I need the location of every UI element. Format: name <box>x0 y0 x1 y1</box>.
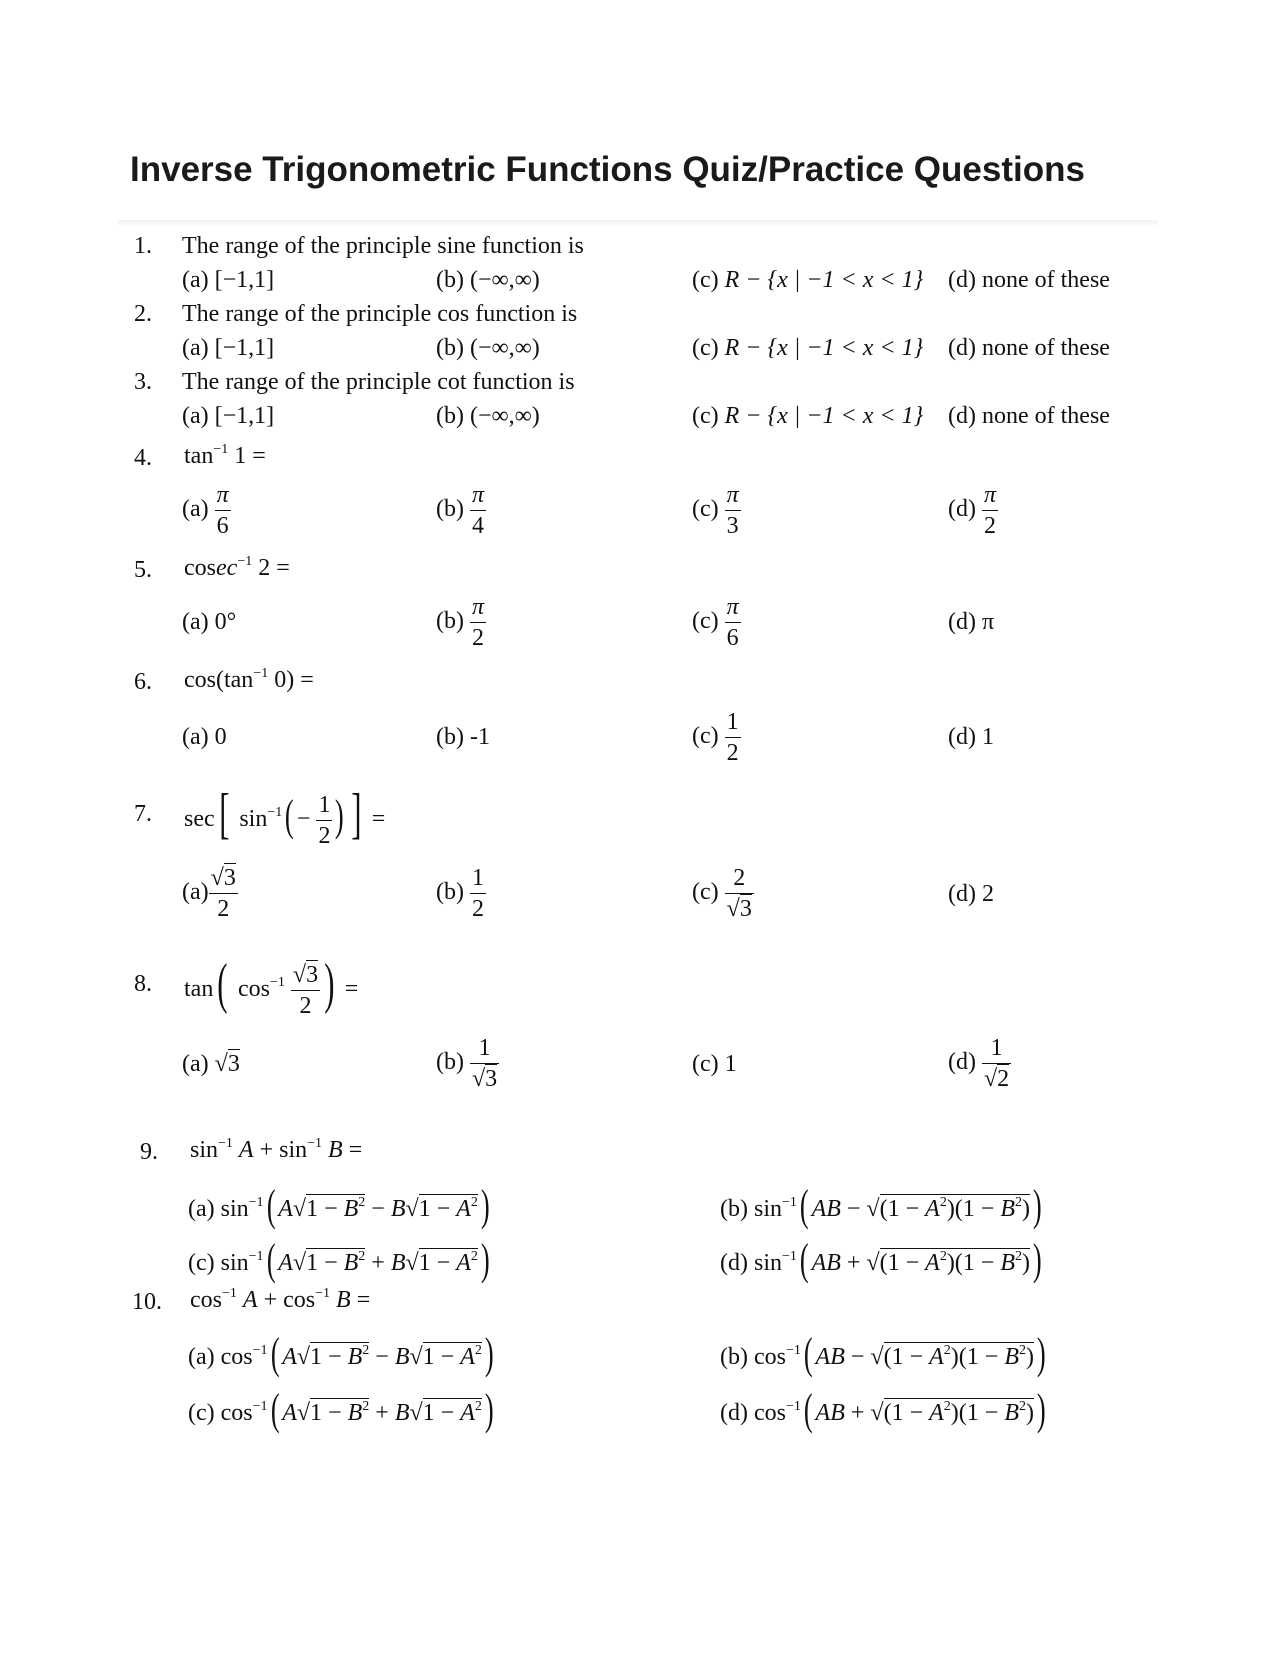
q9-option-b: (b) $\sin^{-1}$( AB − $√(1 - A^2)(1 - B^2)$) <box>720 1181 1042 1230</box>
q3-option-d: (d) none of these <box>948 403 1110 429</box>
q7-number: 7. <box>134 801 152 827</box>
q6-option-b: (b) -1 <box>436 724 490 750</box>
q5-expression: cosec$^{-1}$ 2 = <box>184 554 290 581</box>
q7-option-c: (c) $\frac{2}{√3}$ <box>692 865 752 922</box>
q7-expression: sec[ $\sin^{-1}$( − $\frac{1}{2}$ ) ] = <box>184 783 386 849</box>
title-divider <box>118 220 1158 228</box>
q9-option-a: (a) $\sin^{-1}$( $A√1 - B^2 - B√1 - A^2$) <box>188 1181 490 1230</box>
q1-option-d: (d) none of these <box>948 267 1110 293</box>
q6-number: 6. <box>134 669 152 695</box>
q10-option-c: (c) $\cos^{-1}$( $A√1 - B^2 + B√1 - A^2$) <box>188 1385 494 1434</box>
q1-text: The range of the principle sine function is <box>182 233 584 259</box>
q3-option-c: (c) R − {x | −1 < x < 1} <box>692 403 924 429</box>
q8-option-d: (d) $\frac{1}{√2}$ <box>948 1035 1010 1092</box>
q3-option-a: (a) [−1,1] <box>182 403 275 429</box>
q3-text: The range of the principle cot function is <box>182 369 575 395</box>
q7-option-b: (b) $\frac{1}{2}$ <box>436 865 484 922</box>
q2-option-b: (b) (−∞,∞) <box>436 335 540 361</box>
q2-text: The range of the principle cos function is <box>182 301 578 327</box>
q10-number: 10. <box>132 1289 162 1315</box>
q6-option-d: (d) 1 <box>948 724 994 750</box>
q5-number: 5. <box>134 557 152 583</box>
q9-option-d: (d) $\sin^{-1}$( AB + $√(1 - A^2)(1 - B^2)$) <box>720 1235 1042 1284</box>
q1-option-b: (b) (−∞,∞) <box>436 267 540 293</box>
q4-number: 4. <box>134 445 152 471</box>
q3-number: 3. <box>134 369 152 395</box>
q10-expression: $\cos^{-1} A + \cos^{-1} B$ = <box>190 1286 371 1313</box>
q4-expression: $\tan^{-1} 1$ = <box>184 442 266 469</box>
q8-option-c: (c) 1 <box>692 1051 737 1077</box>
q6-option-c: (c) $\frac{1}{2}$ <box>692 709 739 766</box>
q7-option-d: (d) 2 <box>948 881 994 907</box>
q1-number: 1. <box>134 233 152 259</box>
q6-expression: $\cos(\tan^{-1}$ 0) = <box>184 666 314 693</box>
q9-option-c: (c) $\sin^{-1}$( $A√1 - B^2 + B√1 - A^2$) <box>188 1235 490 1284</box>
q2-number: 2. <box>134 301 152 327</box>
q4-option-a: (a) $\frac{\pi}{6}$ <box>182 482 229 539</box>
q8-number: 8. <box>134 971 152 997</box>
q1-option-a: (a) [−1,1] <box>182 267 275 293</box>
q4-option-b: (b) $\frac{\pi}{4}$ <box>436 482 485 539</box>
q7-option-a: (a) $\frac{√3}{2}$ <box>182 865 236 922</box>
q8-option-b: (b) $\frac{1}{√3}$ <box>436 1035 498 1092</box>
q2-option-a: (a) [−1,1] <box>182 335 275 361</box>
q5-option-d: (d) π <box>948 609 995 635</box>
q8-expression: tan( $\cos^{-1}$ $\frac{√3}{2}$ ) = <box>184 953 359 1019</box>
q2-option-d: (d) none of these <box>948 335 1110 361</box>
q10-option-d: (d) $\cos^{-1}$( AB + $√(1 - A^2)(1 - B^2)$) <box>720 1385 1046 1434</box>
q4-option-d: (d) $\frac{\pi}{2}$ <box>948 482 997 539</box>
q6-option-a: (a) 0 <box>182 724 227 750</box>
q3-option-b: (b) (−∞,∞) <box>436 403 540 429</box>
q8-option-a: (a) √3 <box>182 1051 240 1077</box>
q2-option-c: (c) R − {x | −1 < x < 1} <box>692 335 924 361</box>
page-title: Inverse Trigonometric Functions Quiz/Practice Questions <box>130 150 1085 189</box>
q9-expression: $\sin^{-1} A + \sin^{-1} B$ = <box>190 1136 363 1163</box>
q4-option-c: (c) $\frac{\pi}{3}$ <box>692 482 739 539</box>
q10-option-a: (a) $\cos^{-1}$( $A√1 - B^2 - B√1 - A^2$) <box>188 1329 494 1378</box>
q5-option-c: (c) $\frac{\pi}{6}$ <box>692 594 739 651</box>
q9-number: 9. <box>140 1139 158 1165</box>
q1-option-c: (c) R − {x | −1 < x < 1} <box>692 267 924 293</box>
q5-option-a: (a) 0° <box>182 609 237 635</box>
q10-option-b: (b) $\cos^{-1}$( AB − $√(1 - A^2)(1 - B^2)$) <box>720 1329 1046 1378</box>
q5-option-b: (b) $\frac{\pi}{2}$ <box>436 594 485 651</box>
